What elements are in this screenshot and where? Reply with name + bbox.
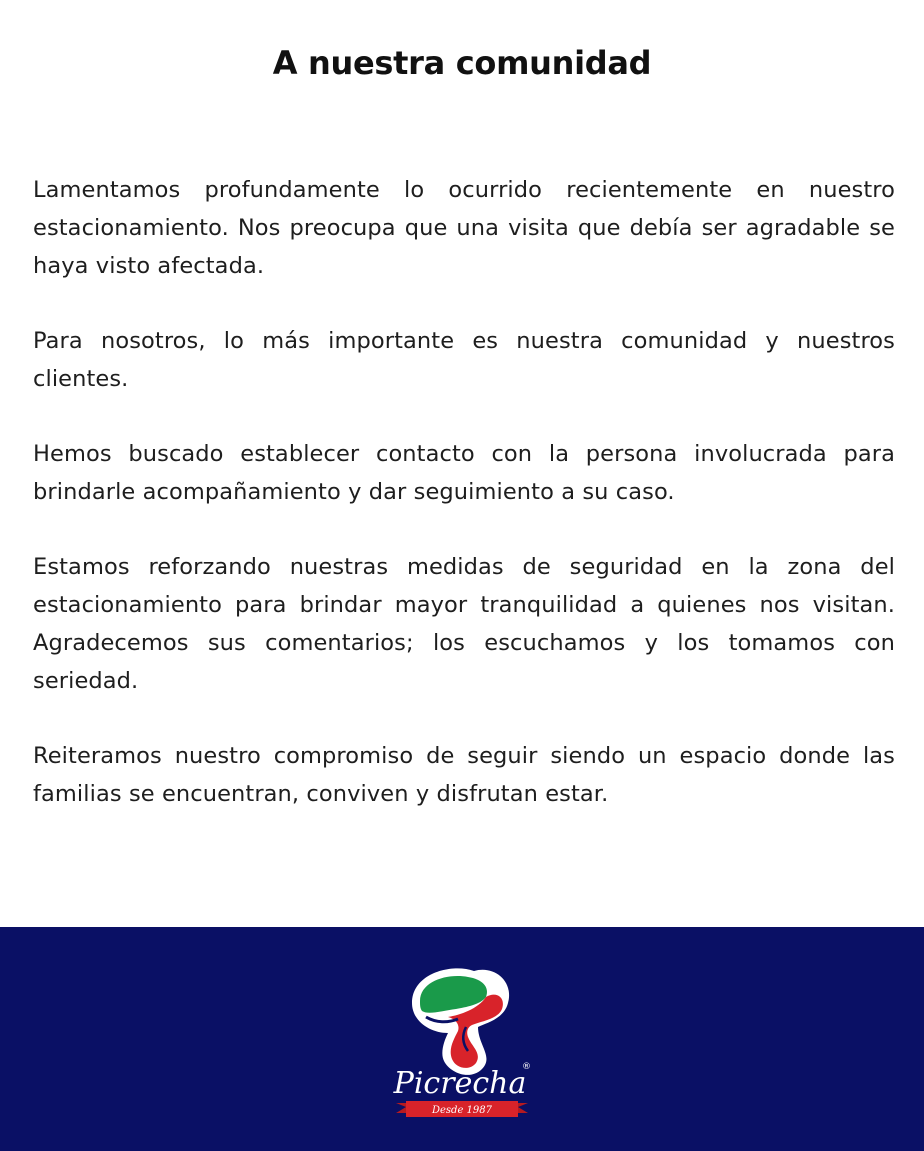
paragraph-community: Para nosotros, lo más importante es nuestra comunidad y nuestros clientes. — [33, 328, 895, 392]
tagline-text: Desde 1987 — [431, 1105, 493, 1116]
paragraph-apology: Lamentamos profundamente lo ocurrido recientemente en nuestro estacionamiento. Nos preocupa que una visita que debía ser agradable se haya visto afectada. — [33, 177, 895, 279]
paragraph-security: Estamos reforzando nuestras medidas de seguridad en la zona del estacionamiento para brindar mayor tranquilidad a quienes nos visitan. Agradecemos sus comentarios; los escuchamos y los tomamos con seriedad. — [33, 554, 895, 694]
brand-wordmark: Picrecha — [393, 1066, 527, 1101]
picrecha-logo — [382, 961, 542, 1129]
logo-mark-icon — [412, 968, 509, 1075]
paragraph-contact: Hemos buscado establecer contacto con la persona involucrada para brindarle acompañamiento y dar seguimiento a su caso. — [33, 441, 895, 505]
notice-title: A nuestra comunidad — [272, 44, 652, 82]
notice-body — [33, 171, 895, 850]
tagline-ribbon — [396, 1101, 528, 1117]
registered-mark: ® — [522, 1062, 531, 1072]
paragraph-commitment: Reiteramos nuestro compromiso de seguir siendo un espacio donde las familias se encuentran, conviven y disfrutan estar. — [33, 743, 895, 807]
footer-banner — [0, 927, 924, 1151]
